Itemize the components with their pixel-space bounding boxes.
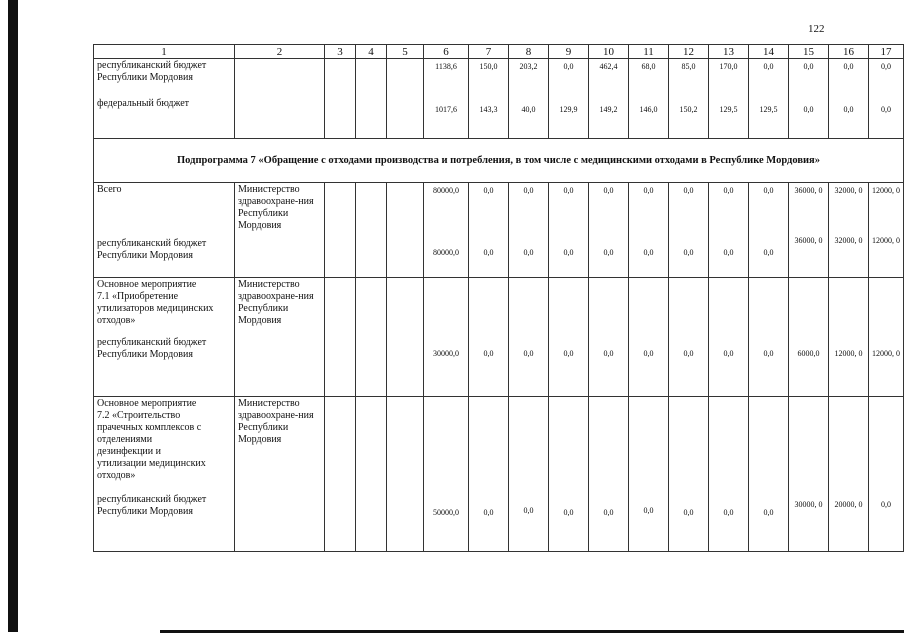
measure-label: 7.2 «Строительство (97, 410, 181, 421)
column-header: 5 (387, 45, 424, 59)
value-cell: 0,0 0,0 (709, 183, 749, 278)
empty-cell (356, 278, 387, 397)
value-cell: 12000, 0 12000, 0 (869, 183, 904, 278)
value-cell: 6000,0 (789, 278, 829, 397)
value-cell: 0,0 (469, 397, 509, 552)
value-cell: 0,0 (749, 278, 789, 397)
value-cell: 0,0 (469, 278, 509, 397)
table-row (94, 278, 904, 397)
value-cell: 0,0 (629, 397, 669, 552)
bottom-rule (160, 630, 904, 633)
subprogram-title: Подпрограмма 7 «Обращение с отходами производства и потребления, в том числе с медицинскими отходами в Республике Мордовия» (94, 139, 904, 183)
value-cell: 36000, 0 36000, 0 (789, 183, 829, 278)
value-cell: 1138,6 1017,6 (424, 59, 469, 139)
value-cell: 0,0 0,0 (669, 183, 709, 278)
measure-label: утилизации медицинских отходов» (97, 458, 206, 481)
value-cell: 0,0 (509, 397, 549, 552)
value-cell: 0,0 (709, 397, 749, 552)
subprogram-title-row (94, 139, 904, 183)
executor-cell: Министерство здравоохране-ния Республики Мордовия (235, 397, 325, 552)
column-header: 14 (749, 45, 789, 59)
value-cell: 0,0 0,0 (829, 59, 869, 139)
value-cell: 0,0 (669, 397, 709, 552)
value-cell: 0,0 (549, 397, 589, 552)
page-margin-bar (8, 0, 18, 632)
empty-cell (387, 59, 424, 139)
executor-cell (235, 59, 325, 139)
column-header: 3 (325, 45, 356, 59)
funding-source-label: республиканский бюджет Республики Мордовия (97, 337, 207, 360)
column-header: 13 (709, 45, 749, 59)
funding-source-label: республиканский бюджет Республики Мордовия (97, 494, 207, 517)
funding-source-cell (94, 183, 235, 278)
value-cell: 32000, 0 32000, 0 (829, 183, 869, 278)
measure-label: утилизаторов медицинских отходов» (97, 303, 214, 326)
column-header: 8 (509, 45, 549, 59)
value-cell: 0,0 (589, 397, 629, 552)
table-row (94, 183, 904, 278)
measure-label: 7.1 «Приобретение (97, 291, 179, 302)
value-cell: 0,0 (869, 397, 904, 552)
empty-cell (356, 59, 387, 139)
value-cell: 0,0 129,9 (549, 59, 589, 139)
measure-label: Основное мероприятие (97, 279, 197, 290)
value-cell: 80000,0 80000,0 (424, 183, 469, 278)
page-number: 122 (808, 23, 825, 35)
column-header: 9 (549, 45, 589, 59)
column-header: 12 (669, 45, 709, 59)
value-cell: 0,0 0,0 (549, 183, 589, 278)
value-cell: 0,0 (669, 278, 709, 397)
measure-label: прачечных комплексов с (97, 422, 202, 433)
empty-cell (325, 183, 356, 278)
value-cell: 50000,0 (424, 397, 469, 552)
column-header: 6 (424, 45, 469, 59)
empty-cell (387, 397, 424, 552)
value-cell: 0,0 0,0 (749, 183, 789, 278)
value-cell: 150,0 143,3 (469, 59, 509, 139)
table-header-row (94, 45, 904, 59)
empty-cell (325, 397, 356, 552)
value-cell: 0,0 0,0 (509, 183, 549, 278)
value-cell: 0,0 0,0 (589, 183, 629, 278)
value-cell: 0,0 (709, 278, 749, 397)
column-header: 4 (356, 45, 387, 59)
empty-cell (325, 278, 356, 397)
column-header: 17 (869, 45, 904, 59)
measure-label: Основное мероприятие (97, 398, 197, 409)
value-cell: 0,0 0,0 (469, 183, 509, 278)
value-cell: 170,0 129,5 (709, 59, 749, 139)
value-cell: 85,0 150,2 (669, 59, 709, 139)
executor-cell: Министерство здравоохране-ния Республики Мордовия (235, 183, 325, 278)
funding-source-label: федеральный бюджет (97, 98, 190, 109)
measure-cell (94, 397, 235, 552)
column-header: 11 (629, 45, 669, 59)
column-header: 1 (94, 45, 235, 59)
value-cell: 12000, 0 (829, 278, 869, 397)
value-cell: 0,0 0,0 (629, 183, 669, 278)
total-label: Всего (97, 184, 122, 195)
measure-label: дезинфекции и (97, 446, 161, 457)
value-cell: 30000, 0 (789, 397, 829, 552)
table-row (94, 397, 904, 552)
executor-cell: Министерство здравоохране-ния Республики Мордовия (235, 278, 325, 397)
empty-cell (387, 183, 424, 278)
funding-source-label: республиканский бюджет Республики Мордовия (97, 238, 207, 261)
value-cell: 0,0 (749, 397, 789, 552)
value-cell: 462,4 149,2 (589, 59, 629, 139)
empty-cell (387, 278, 424, 397)
table-row (94, 59, 904, 139)
budget-table (93, 44, 904, 552)
value-cell: 20000, 0 (829, 397, 869, 552)
funding-source-label: республиканский бюджет Республики Мордовия (97, 60, 207, 83)
measure-label: отделениями (97, 434, 153, 445)
empty-cell (325, 59, 356, 139)
column-header: 10 (589, 45, 629, 59)
measure-cell (94, 278, 235, 397)
column-header: 2 (235, 45, 325, 59)
value-cell: 68,0 146,0 (629, 59, 669, 139)
value-cell: 0,0 (549, 278, 589, 397)
column-header: 16 (829, 45, 869, 59)
value-cell: 0,0 0,0 (789, 59, 829, 139)
column-header: 7 (469, 45, 509, 59)
column-header: 15 (789, 45, 829, 59)
value-cell: 30000,0 (424, 278, 469, 397)
value-cell: 0,0 129,5 (749, 59, 789, 139)
empty-cell (356, 397, 387, 552)
value-cell: 0,0 (509, 278, 549, 397)
value-cell: 12000, 0 (869, 278, 904, 397)
value-cell: 0,0 (589, 278, 629, 397)
value-cell: 0,0 (629, 278, 669, 397)
value-cell: 0,0 0,0 (869, 59, 904, 139)
value-cell: 203,2 40,0 (509, 59, 549, 139)
funding-source-cell (94, 59, 235, 139)
empty-cell (356, 183, 387, 278)
